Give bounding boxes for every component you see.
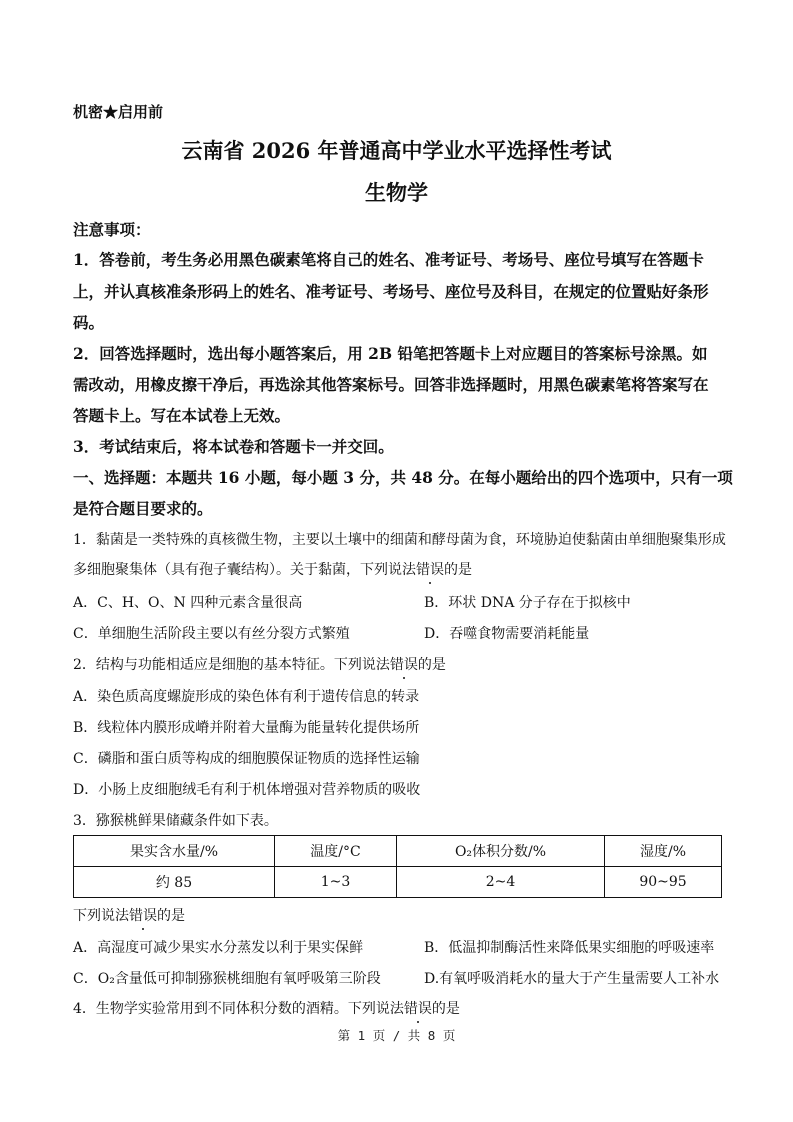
notice-item-1-line-3: 码。 <box>73 313 105 332</box>
q2-emphasis: 错误 <box>390 654 418 674</box>
q3-stem: 3．猕猴桃鲜果储藏条件如下表。 <box>73 813 278 829</box>
q1-emphasis: 错误 <box>416 559 444 579</box>
confidential-label: 机密★启用前 <box>73 103 164 121</box>
table-cell: 2~4 <box>397 867 605 898</box>
table-header-cell: 湿度/% <box>605 836 722 867</box>
q2-option-a: A．染色质高度螺旋形成的染色体有利于遗传信息的转录 <box>73 689 420 705</box>
section-1-heading-line-2: 是符合题目要求的。 <box>73 499 213 518</box>
q2-option-d: D．小肠上皮细胞绒毛有利于机体增强对营养物质的吸收 <box>73 782 421 798</box>
exam-title: 云南省 2026 年普通高中学业水平选择性考试 <box>181 138 612 163</box>
notice-item-2-line-2: 需改动，用橡皮擦干净后，再选涂其他答案标号。回答非选择题时，用黑色碳素笔将答案写在 <box>73 375 709 394</box>
notice-item-2-line-3: 答题卡上。写在本试卷上无效。 <box>73 406 291 425</box>
notice-heading: 注意事项： <box>73 220 151 239</box>
q3-option-a: A．高湿度可减少果实水分蒸发以利于果实保鲜 <box>73 940 364 956</box>
q4-stem-text: 4．生物学实验常用到不同体积分数的酒精。下列说法 <box>73 1001 404 1017</box>
q1-stem-text: 多细胞聚集体（具有孢子囊结构）。关于黏菌，下列说法 <box>73 562 416 578</box>
q1-stem-line-1: 1．黏菌是一类特殊的真核微生物，主要以土壤中的细菌和酵母菌为食，环境胁迫使黏菌由单细胞聚集形成 <box>73 532 726 548</box>
table-row <box>74 867 722 898</box>
q2-stem <box>73 654 446 674</box>
q3-option-b: B．低温抑制酶活性来降低果实细胞的呼吸速率 <box>424 940 715 956</box>
q1-stem-line-2 <box>73 559 472 579</box>
q1-option-d: D．吞噬食物需要消耗能量 <box>424 626 590 642</box>
q3-option-c: C．O₂含量低可抑制猕猴桃细胞有氧呼吸第三阶段 <box>73 971 381 987</box>
q4-emphasis: 错误 <box>404 998 432 1018</box>
q4-stem <box>73 998 460 1018</box>
notice-item-1-line-1: 1．答卷前，考生务必用黑色碳素笔将自己的姓名、准考证号、考场号、座位号填写在答题卡 <box>73 250 704 269</box>
q1-option-c: C．单细胞生活阶段主要以有丝分裂方式繁殖 <box>73 626 350 642</box>
table-cell: 90~95 <box>605 867 722 898</box>
q4-stem-end: 的是 <box>431 1001 460 1017</box>
q3-question-end: 的是 <box>157 908 185 924</box>
q3-question <box>73 905 185 925</box>
q1-option-a: A．C、H、O、N 四种元素含量很高 <box>73 595 303 611</box>
q2-stem-text: 2．结构与功能相适应是细胞的基本特征。下列说法 <box>73 657 390 673</box>
q3-emphasis: 错误 <box>129 905 157 925</box>
table-header-row <box>74 836 722 867</box>
subject-title: 生物学 <box>365 180 428 205</box>
table-header-cell: 果实含水量/% <box>74 836 275 867</box>
q3-option-d: D.有氧呼吸消耗水的量大于产生量需要人工补水 <box>424 971 720 987</box>
q2-option-b: B．线粒体内膜形成嵴并附着大量酶为能量转化提供场所 <box>73 720 420 736</box>
notice-item-3: 3．考试结束后，将本试卷和答题卡一并交回。 <box>73 437 394 456</box>
table-cell: 1~3 <box>275 867 397 898</box>
table-header-cell: 温度/°C <box>275 836 397 867</box>
q1-stem-end: 的是 <box>444 562 472 578</box>
table-header-cell: O₂体积分数/% <box>397 836 605 867</box>
q2-stem-end: 的是 <box>417 657 446 673</box>
table-cell: 约 85 <box>74 867 275 898</box>
notice-item-1-line-2: 上，并认真核准条形码上的姓名、准考证号、考场号、座位号及科目，在规定的位置贴好条形 <box>73 282 709 301</box>
page-number: 第 1 页 / 共 8 页 <box>337 1028 456 1043</box>
storage-conditions-table <box>73 835 722 898</box>
q3-question-text: 下列说法 <box>73 908 129 924</box>
q1-option-b: B．环状 DNA 分子存在于拟核中 <box>424 595 631 611</box>
notice-item-2-line-1: 2．回答选择题时，选出每小题答案后，用 2B 铅笔把答题卡上对应题目的答案标号涂黑。如 <box>73 344 708 363</box>
q2-option-c: C．磷脂和蛋白质等构成的细胞膜保证物质的选择性运输 <box>73 751 420 767</box>
section-1-heading-line-1: 一、选择题：本题共 16 小题，每小题 3 分，共 48 分。在每小题给出的四个选项中，只有一项 <box>73 468 733 487</box>
